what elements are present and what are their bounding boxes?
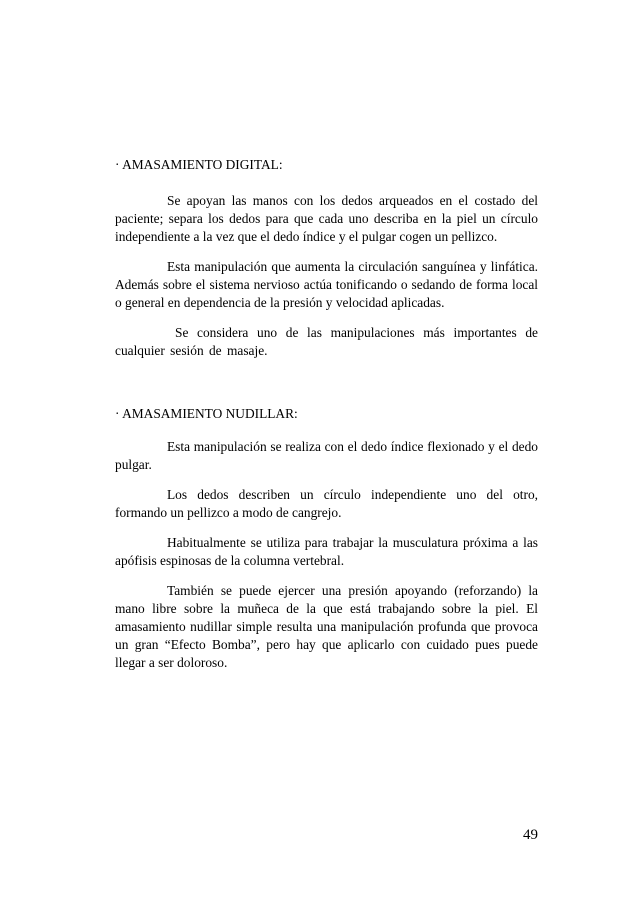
paragraph-digital-3: Se considera uno de las manipulaciones más importantes de cualquier sesión de masaje. xyxy=(115,325,538,358)
paragraph-digital-1: Se apoyan las manos con los dedos arqueados en el costado del paciente; separa los dedos para que cada uno describa en la piel un círculo independiente a la vez que el dedo índice y el pulgar cogen un pellizco. xyxy=(115,193,538,244)
paragraph-nudillar-1: Esta manipulación se realiza con el dedo índice flexionado y el dedo pulgar. xyxy=(115,439,538,472)
section-heading-amasamiento-digital: · AMASAMIENTO DIGITAL: xyxy=(115,157,283,172)
page-number: 49 xyxy=(523,827,538,843)
paragraph-digital-2: Esta manipulación que aumenta la circulación sanguínea y linfática. Además sobre el sistema nervioso actúa tonificando o sedando de forma local o general en dependencia de la presión y velocidad aplicadas. xyxy=(115,259,538,310)
paragraph-nudillar-3: Habitualmente se utiliza para trabajar la musculatura próxima a las apófisis espinosas de la columna vertebral. xyxy=(115,535,538,568)
paragraph-nudillar-4: También se puede ejercer una presión apoyando (reforzando) la mano libre sobre la muñeca de la que está trabajando sobre la piel. El amasamiento nudillar simple resulta una manipulación profunda que provoca un gran “Efecto Bomba”, pero hay que aplicarlo con cuidado pues puede llegar a ser doloroso. xyxy=(115,583,538,670)
section-heading-amasamiento-nudillar: · AMASAMIENTO NUDILLAR: xyxy=(115,406,298,421)
paragraph-nudillar-2: Los dedos describen un círculo independiente uno del otro, formando un pellizco a modo de cangrejo. xyxy=(115,487,538,520)
